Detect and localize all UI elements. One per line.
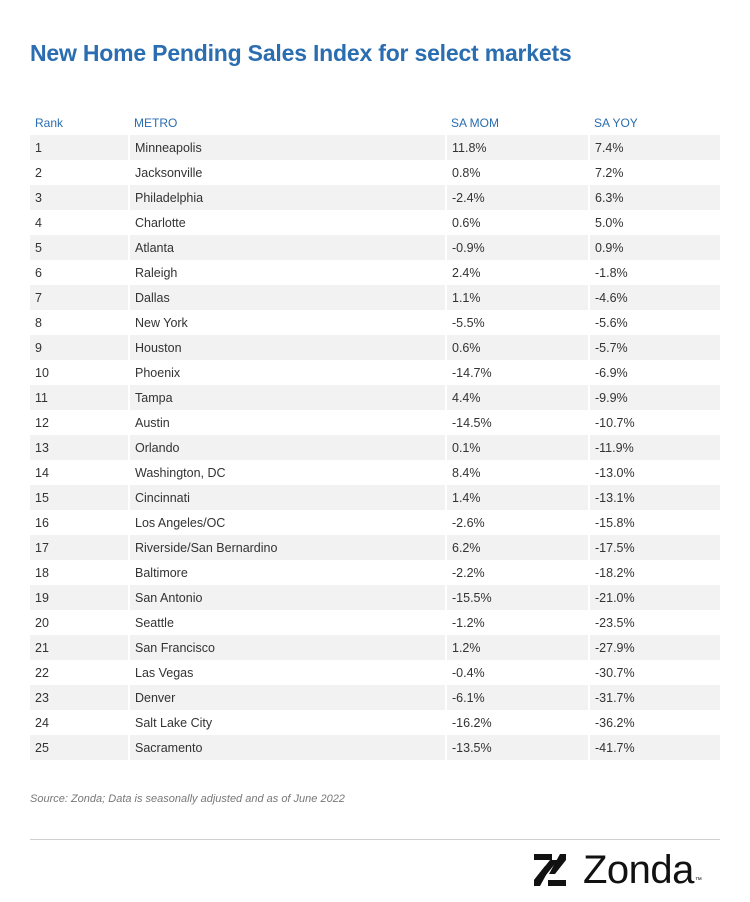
table-row — [30, 260, 720, 285]
cell-sa-mom: -16.2% — [446, 710, 589, 735]
cell-metro: Orlando — [129, 435, 446, 460]
sales-index-table — [30, 110, 720, 760]
cell-sa-yoy: -13.1% — [589, 485, 720, 510]
logo-wordmark: Zonda — [583, 848, 694, 892]
table-row — [30, 410, 720, 435]
cell-sa-yoy: -15.8% — [589, 510, 720, 535]
cell-metro: Sacramento — [129, 735, 446, 760]
sales-index-table-container — [30, 110, 720, 760]
cell-rank: 20 — [30, 610, 129, 635]
cell-sa-mom: 0.1% — [446, 435, 589, 460]
cell-sa-mom: 8.4% — [446, 460, 589, 485]
cell-rank: 23 — [30, 685, 129, 710]
table-row — [30, 635, 720, 660]
table-row — [30, 685, 720, 710]
cell-rank: 11 — [30, 385, 129, 410]
cell-rank: 3 — [30, 185, 129, 210]
cell-metro: Jacksonville — [129, 160, 446, 185]
cell-rank: 16 — [30, 510, 129, 535]
zonda-z-mark-icon — [534, 854, 566, 886]
cell-sa-mom: -6.1% — [446, 685, 589, 710]
footer-divider — [30, 839, 720, 840]
table-row — [30, 210, 720, 235]
cell-rank: 8 — [30, 310, 129, 335]
cell-rank: 14 — [30, 460, 129, 485]
cell-sa-mom: -14.7% — [446, 360, 589, 385]
cell-sa-yoy: -6.9% — [589, 360, 720, 385]
table-row — [30, 535, 720, 560]
cell-sa-mom: 1.4% — [446, 485, 589, 510]
cell-metro: San Francisco — [129, 635, 446, 660]
table-row — [30, 135, 720, 160]
table-row — [30, 235, 720, 260]
column-header-metro: METRO — [134, 115, 178, 130]
cell-sa-yoy: -36.2% — [589, 710, 720, 735]
cell-metro: Raleigh — [129, 260, 446, 285]
cell-metro: Salt Lake City — [129, 710, 446, 735]
cell-metro: Dallas — [129, 285, 446, 310]
cell-sa-mom: 1.1% — [446, 285, 589, 310]
logo-trademark: ™ — [694, 877, 702, 884]
cell-metro: Washington, DC — [129, 460, 446, 485]
cell-sa-mom: 0.6% — [446, 210, 589, 235]
cell-sa-yoy: -41.7% — [589, 735, 720, 760]
cell-metro: Tampa — [129, 385, 446, 410]
table-row — [30, 585, 720, 610]
cell-rank: 9 — [30, 335, 129, 360]
cell-sa-mom: 0.8% — [446, 160, 589, 185]
cell-rank: 10 — [30, 360, 129, 385]
cell-sa-yoy: -9.9% — [589, 385, 720, 410]
cell-sa-yoy: -27.9% — [589, 635, 720, 660]
cell-sa-mom: -2.6% — [446, 510, 589, 535]
cell-metro: Las Vegas — [129, 660, 446, 685]
table-row — [30, 710, 720, 735]
cell-metro: Cincinnati — [129, 485, 446, 510]
table-row — [30, 560, 720, 585]
cell-rank: 7 — [30, 285, 129, 310]
cell-sa-yoy: -31.7% — [589, 685, 720, 710]
zonda-logo — [534, 848, 702, 892]
cell-sa-mom: -0.4% — [446, 660, 589, 685]
cell-sa-yoy: -18.2% — [589, 560, 720, 585]
cell-rank: 1 — [30, 135, 129, 160]
cell-sa-mom: -1.2% — [446, 610, 589, 635]
column-header-sa-mom: SA MOM — [451, 115, 500, 130]
cell-metro: Houston — [129, 335, 446, 360]
cell-sa-mom: -13.5% — [446, 735, 589, 760]
cell-metro: Phoenix — [129, 360, 446, 385]
table-row — [30, 610, 720, 635]
table-row — [30, 335, 720, 360]
table-row — [30, 460, 720, 485]
cell-metro: Minneapolis — [129, 135, 446, 160]
cell-rank: 25 — [30, 735, 129, 760]
cell-metro: Charlotte — [129, 210, 446, 235]
cell-sa-mom: 2.4% — [446, 260, 589, 285]
cell-rank: 2 — [30, 160, 129, 185]
cell-rank: 5 — [30, 235, 129, 260]
cell-sa-yoy: -5.7% — [589, 335, 720, 360]
cell-metro: Los Angeles/OC — [129, 510, 446, 535]
cell-sa-yoy: 7.4% — [589, 135, 720, 160]
cell-sa-mom: -5.5% — [446, 310, 589, 335]
cell-rank: 13 — [30, 435, 129, 460]
table-row — [30, 735, 720, 760]
table-row — [30, 360, 720, 385]
cell-sa-yoy: -10.7% — [589, 410, 720, 435]
table-row — [30, 435, 720, 460]
cell-sa-yoy: -5.6% — [589, 310, 720, 335]
table-row — [30, 660, 720, 685]
cell-sa-yoy: -1.8% — [589, 260, 720, 285]
cell-rank: 18 — [30, 560, 129, 585]
table-header-row — [30, 110, 720, 135]
cell-sa-yoy: -17.5% — [589, 535, 720, 560]
cell-sa-mom: 11.8% — [446, 135, 589, 160]
table-row — [30, 510, 720, 535]
table-row — [30, 485, 720, 510]
cell-rank: 24 — [30, 710, 129, 735]
cell-sa-mom: 4.4% — [446, 385, 589, 410]
cell-rank: 4 — [30, 210, 129, 235]
cell-rank: 17 — [30, 535, 129, 560]
page-title: New Home Pending Sales Index for select markets — [30, 40, 572, 66]
cell-rank: 22 — [30, 660, 129, 685]
cell-metro: Austin — [129, 410, 446, 435]
cell-rank: 19 — [30, 585, 129, 610]
table-row — [30, 285, 720, 310]
cell-metro: San Antonio — [129, 585, 446, 610]
table-row — [30, 160, 720, 185]
cell-sa-yoy: -23.5% — [589, 610, 720, 635]
table-row — [30, 185, 720, 210]
cell-metro: Riverside/San Bernardino — [129, 535, 446, 560]
cell-sa-mom: 0.6% — [446, 335, 589, 360]
cell-sa-mom: -2.2% — [446, 560, 589, 585]
cell-sa-mom: 1.2% — [446, 635, 589, 660]
table-body — [30, 135, 720, 760]
cell-metro: Denver — [129, 685, 446, 710]
cell-sa-yoy: -30.7% — [589, 660, 720, 685]
source-note: Source: Zonda; Data is seasonally adjusted and as of June 2022 — [30, 793, 345, 805]
cell-sa-mom: -15.5% — [446, 585, 589, 610]
table-row — [30, 310, 720, 335]
column-header-sa-yoy: SA YOY — [594, 115, 638, 130]
column-header-rank: Rank — [35, 115, 64, 130]
cell-metro: Seattle — [129, 610, 446, 635]
cell-sa-yoy: -4.6% — [589, 285, 720, 310]
cell-sa-mom: -0.9% — [446, 235, 589, 260]
cell-sa-mom: 6.2% — [446, 535, 589, 560]
table-row — [30, 385, 720, 410]
cell-sa-yoy: 7.2% — [589, 160, 720, 185]
cell-metro: New York — [129, 310, 446, 335]
cell-metro: Atlanta — [129, 235, 446, 260]
cell-sa-yoy: -13.0% — [589, 460, 720, 485]
cell-sa-yoy: 0.9% — [589, 235, 720, 260]
cell-rank: 15 — [30, 485, 129, 510]
cell-rank: 6 — [30, 260, 129, 285]
cell-sa-mom: -2.4% — [446, 185, 589, 210]
cell-metro: Philadelphia — [129, 185, 446, 210]
cell-metro: Baltimore — [129, 560, 446, 585]
cell-sa-yoy: -21.0% — [589, 585, 720, 610]
cell-sa-yoy: 5.0% — [589, 210, 720, 235]
cell-sa-yoy: -11.9% — [589, 435, 720, 460]
cell-sa-mom: -14.5% — [446, 410, 589, 435]
cell-sa-yoy: 6.3% — [589, 185, 720, 210]
cell-rank: 12 — [30, 410, 129, 435]
cell-rank: 21 — [30, 635, 129, 660]
